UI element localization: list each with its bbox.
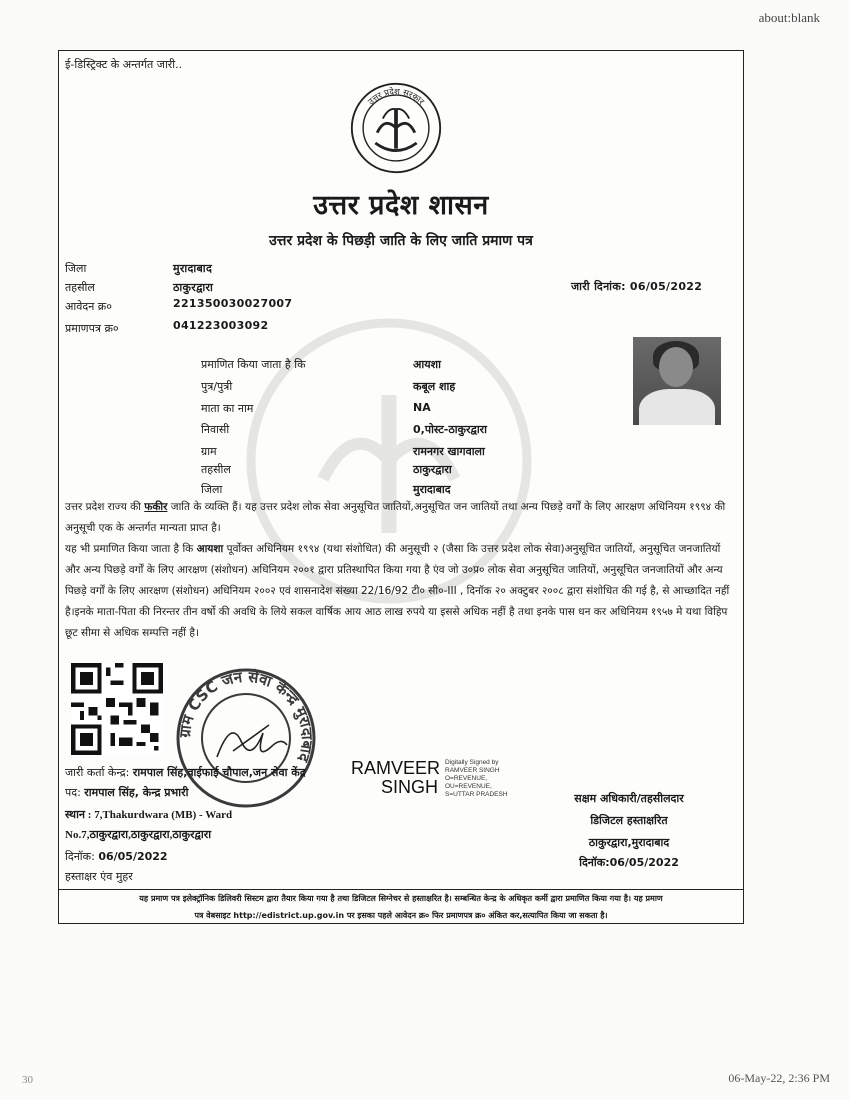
district-label: जिला [65,262,87,275]
caste-certificate [58,50,744,924]
stamp-text: ग्राम CSC जन सेवा केन्द्र मुरादाबाद [175,667,317,765]
issuer-post: पद: रामपाल सिंह, केन्द्र प्रभारी [65,786,189,799]
detail-label-certified: प्रमाणित किया जाता है कि [201,358,306,371]
handwritten-signature [211,711,291,771]
digital-signer-name: RAMVEER SINGH [351,758,441,797]
detail-label-mother: माता का नाम [201,402,254,415]
application-number-label: आवेदन क्र० [65,300,112,313]
officer-title: सक्षम अधिकारी/तहसीलदार [574,792,684,805]
title-main: उत्तर प्रदेश शासन [313,190,489,221]
issuer-place-line1: स्थान : 7,Thakurdwara (MB) - Ward [65,809,233,821]
detail-value-mother: NA [413,401,431,414]
detail-label-resident: निवासी [201,423,230,436]
application-number-value: 221350030027007 [173,297,293,310]
detail-value-village: रामनगर खागवाला [413,445,485,458]
verification-notice: यह प्रमाण पत्र इलेक्ट्रॉनिक डिलिवरी सिस्टम द्वारा तैयार किया गया है तथा डिजिटल सिग्नेचर से हस्ताक्षरित है। सम्बन्धित केन्द्र के अधिकृत कर्मी द्वारा प्रमाणित किया गया है। यह प्रमाण पत्र वेबसाइट http://edistrict.up.gov.in पर इसका पहले आवेदन क्र० फिर प्रमाणपत्र क्र० अंकित कर,सत्यापित किया जा सकता है। [59,889,743,924]
issue-date-value: 06/05/2022 [629,280,703,293]
tehsil-value: ठाकुरद्वारा [173,281,214,294]
browser-url: about:blank [758,10,820,25]
caste-name: फकीर [144,501,168,513]
issuer-place-line2: No.7,ठाकुरद्वारा,ठाकुरद्वारा,ठाकुरद्वारा [65,829,212,841]
detail-value-father: कबूल शाह [413,380,456,393]
issue-date-label: जारी दिनांक: [571,280,626,293]
officer-digital-signature-label: डिजिटल हस्ताक्षरित [590,814,668,827]
issue-date [571,279,702,294]
issued-under-text: ई-डिस्ट्रिक्ट के अन्तर्गत जारी.. [65,58,183,71]
caste-statement-paragraph: उत्तर प्रदेश राज्य की फकीर जाति के व्यक्ति हैं। यह उत्तर प्रदेश लोक सेवा अनुसूचित जातियों,अनुसूचित जन जातियों तथा अन्य पिछड़े वर्गों के लिए आरक्षण अधिनियम १९९४ की अनुसूची एक के अन्तर्गत मान्यता प्राप्त है। [65,501,726,534]
page-number: 30 [22,1074,33,1086]
detail-value-name: आयशा [413,358,441,371]
tehsil-label: तहसील [65,281,95,294]
certificate-number-label: प्रमाणपत्र क्र० [65,322,119,335]
detail-label-village: ग्राम [201,445,217,458]
applicant-photo [633,337,721,425]
print-datetime: 06-May-22, 2:36 PM [728,1071,830,1085]
issuing-center: जारी कर्ता केन्द्र: रामपाल सिंह,वाईफाई चौपाल,जन सेवा केंद्र [65,766,306,779]
detail-label-tehsil: तहसील [201,463,231,476]
signature-seal-label: हस्ताक्षर एंव मुहर [65,870,133,883]
qr-code-icon [71,663,163,755]
title-sub: उत्तर प्रदेश के पिछड़ी जाति के लिए जाति प्रमाण पत्र [269,233,533,249]
creamy-layer-paragraph: यह भी प्रमाणित किया जाता है कि आयशा पूर्वोक्त अधिनियम १९९४ (यथा संशोधित) की अनुसूची २ (जैसा कि उत्तर प्रदेश लोक सेवा)अनुसूचित जातियों, अनुसूचित जनजातियों और अन्य पिछड़े वर्गों के लिए आरक्षण (संशोधन) अधिनियम २००१ द्वारा प्रतिस्थापित किया गया है एंव जो उ०प्र० लोक सेवा अनुसूचित जातियों, अनुसूचित जनजातियों और अन्य पिछड़े वर्गों के लिए आरक्षण (संशोधन) अधिनियम २००२ एवं शासनादेश संख्या 22/16/92 टी० सी०-III , दिनॉक २० अक्टुबर २००८ द्वारा संशोधित की गई है, से आच्छादित नहीं है।इनके माता-पिता की निरन्तर तीन वर्षो की अवधि के लिये सकल वार्षिक आय आठ लाख रुपये या इससे अधिक नहीं है तथा इनके पास धन कर अधिनियम १९५७ मे यथा विहिप छूट सीमा से अधिक सम्पत्ति नहीं है। [65,543,730,639]
district-value: मुरादाबाद [173,262,213,275]
detail-value-resident: 0,पोस्ट-ठाकुरद्वारा [413,423,488,436]
certificate-number-value: 041223003092 [173,319,269,332]
detail-value-district: मुरादाबाद [413,483,451,496]
detail-label-district: जिला [201,483,223,496]
officer-location: ठाकुरद्वारा,मुरादाबाद [588,836,670,849]
detail-label-son-daughter: पुत्र/पुत्री [201,380,233,393]
detail-value-tehsil: ठाकुरद्वारा [413,463,452,476]
emblem-text: उत्तर प्रदेश सरकार [365,86,427,107]
up-government-emblem-icon [349,81,443,175]
issuer-date: दिनॉक: 06/05/2022 [65,850,168,863]
digital-signature-details: Digitally Signed by RAMVEER SINGH O=REVENUE, OU=REVENUE, S=UTTAR PRADESH [445,759,508,798]
officer-date: दिनॉक:06/05/2022 [579,856,679,869]
applicant-name-inline: आयशा [196,543,224,555]
